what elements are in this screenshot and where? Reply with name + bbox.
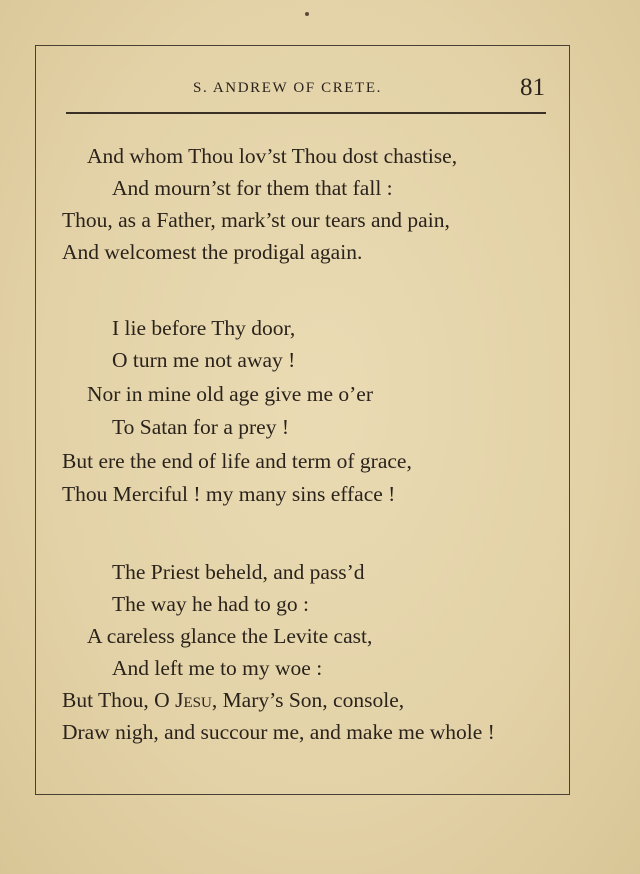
verse-line: The Priest beheld, and pass’d [112, 560, 365, 584]
verse-line-part: , Mary’s Son, console, [211, 688, 405, 712]
verse-line: To Satan for a prey ! [112, 415, 289, 439]
verse-line: Nor in mine old age give me o’er [87, 382, 373, 406]
verse-line: Thou Merciful ! my many sins efface ! [62, 482, 396, 506]
running-title: S. ANDREW OF CRETE. [193, 80, 382, 96]
verse-line-part: But Thou, O [62, 688, 176, 712]
verse-line: But ere the end of life and term of grace, [62, 449, 412, 473]
verse-line: The way he had to go : [112, 592, 310, 616]
verse-line: Draw nigh, and succour me, and make me whole ! [62, 720, 495, 744]
page-speck [305, 12, 309, 16]
page-number: 81 [520, 74, 545, 101]
jesu-small-caps: Jesu [175, 688, 212, 712]
running-head [70, 74, 545, 108]
verse-line: Thou, as a Father, mark’st our tears and pain, [62, 208, 450, 232]
verse-line: O turn me not away ! [112, 348, 296, 372]
verse-line [62, 690, 404, 712]
verse-line: I lie before Thy door, [112, 316, 296, 340]
verse-line: And welcomest the prodigal again. [62, 240, 363, 264]
verse-line: And left me to my woe : [112, 656, 323, 680]
verse-line: A careless glance the Levite cast, [87, 624, 373, 648]
header-rule [66, 112, 546, 114]
verse-line: And mourn’st for them that fall : [112, 176, 393, 200]
verse-line: And whom Thou lov’st Thou dost chastise, [87, 144, 458, 168]
